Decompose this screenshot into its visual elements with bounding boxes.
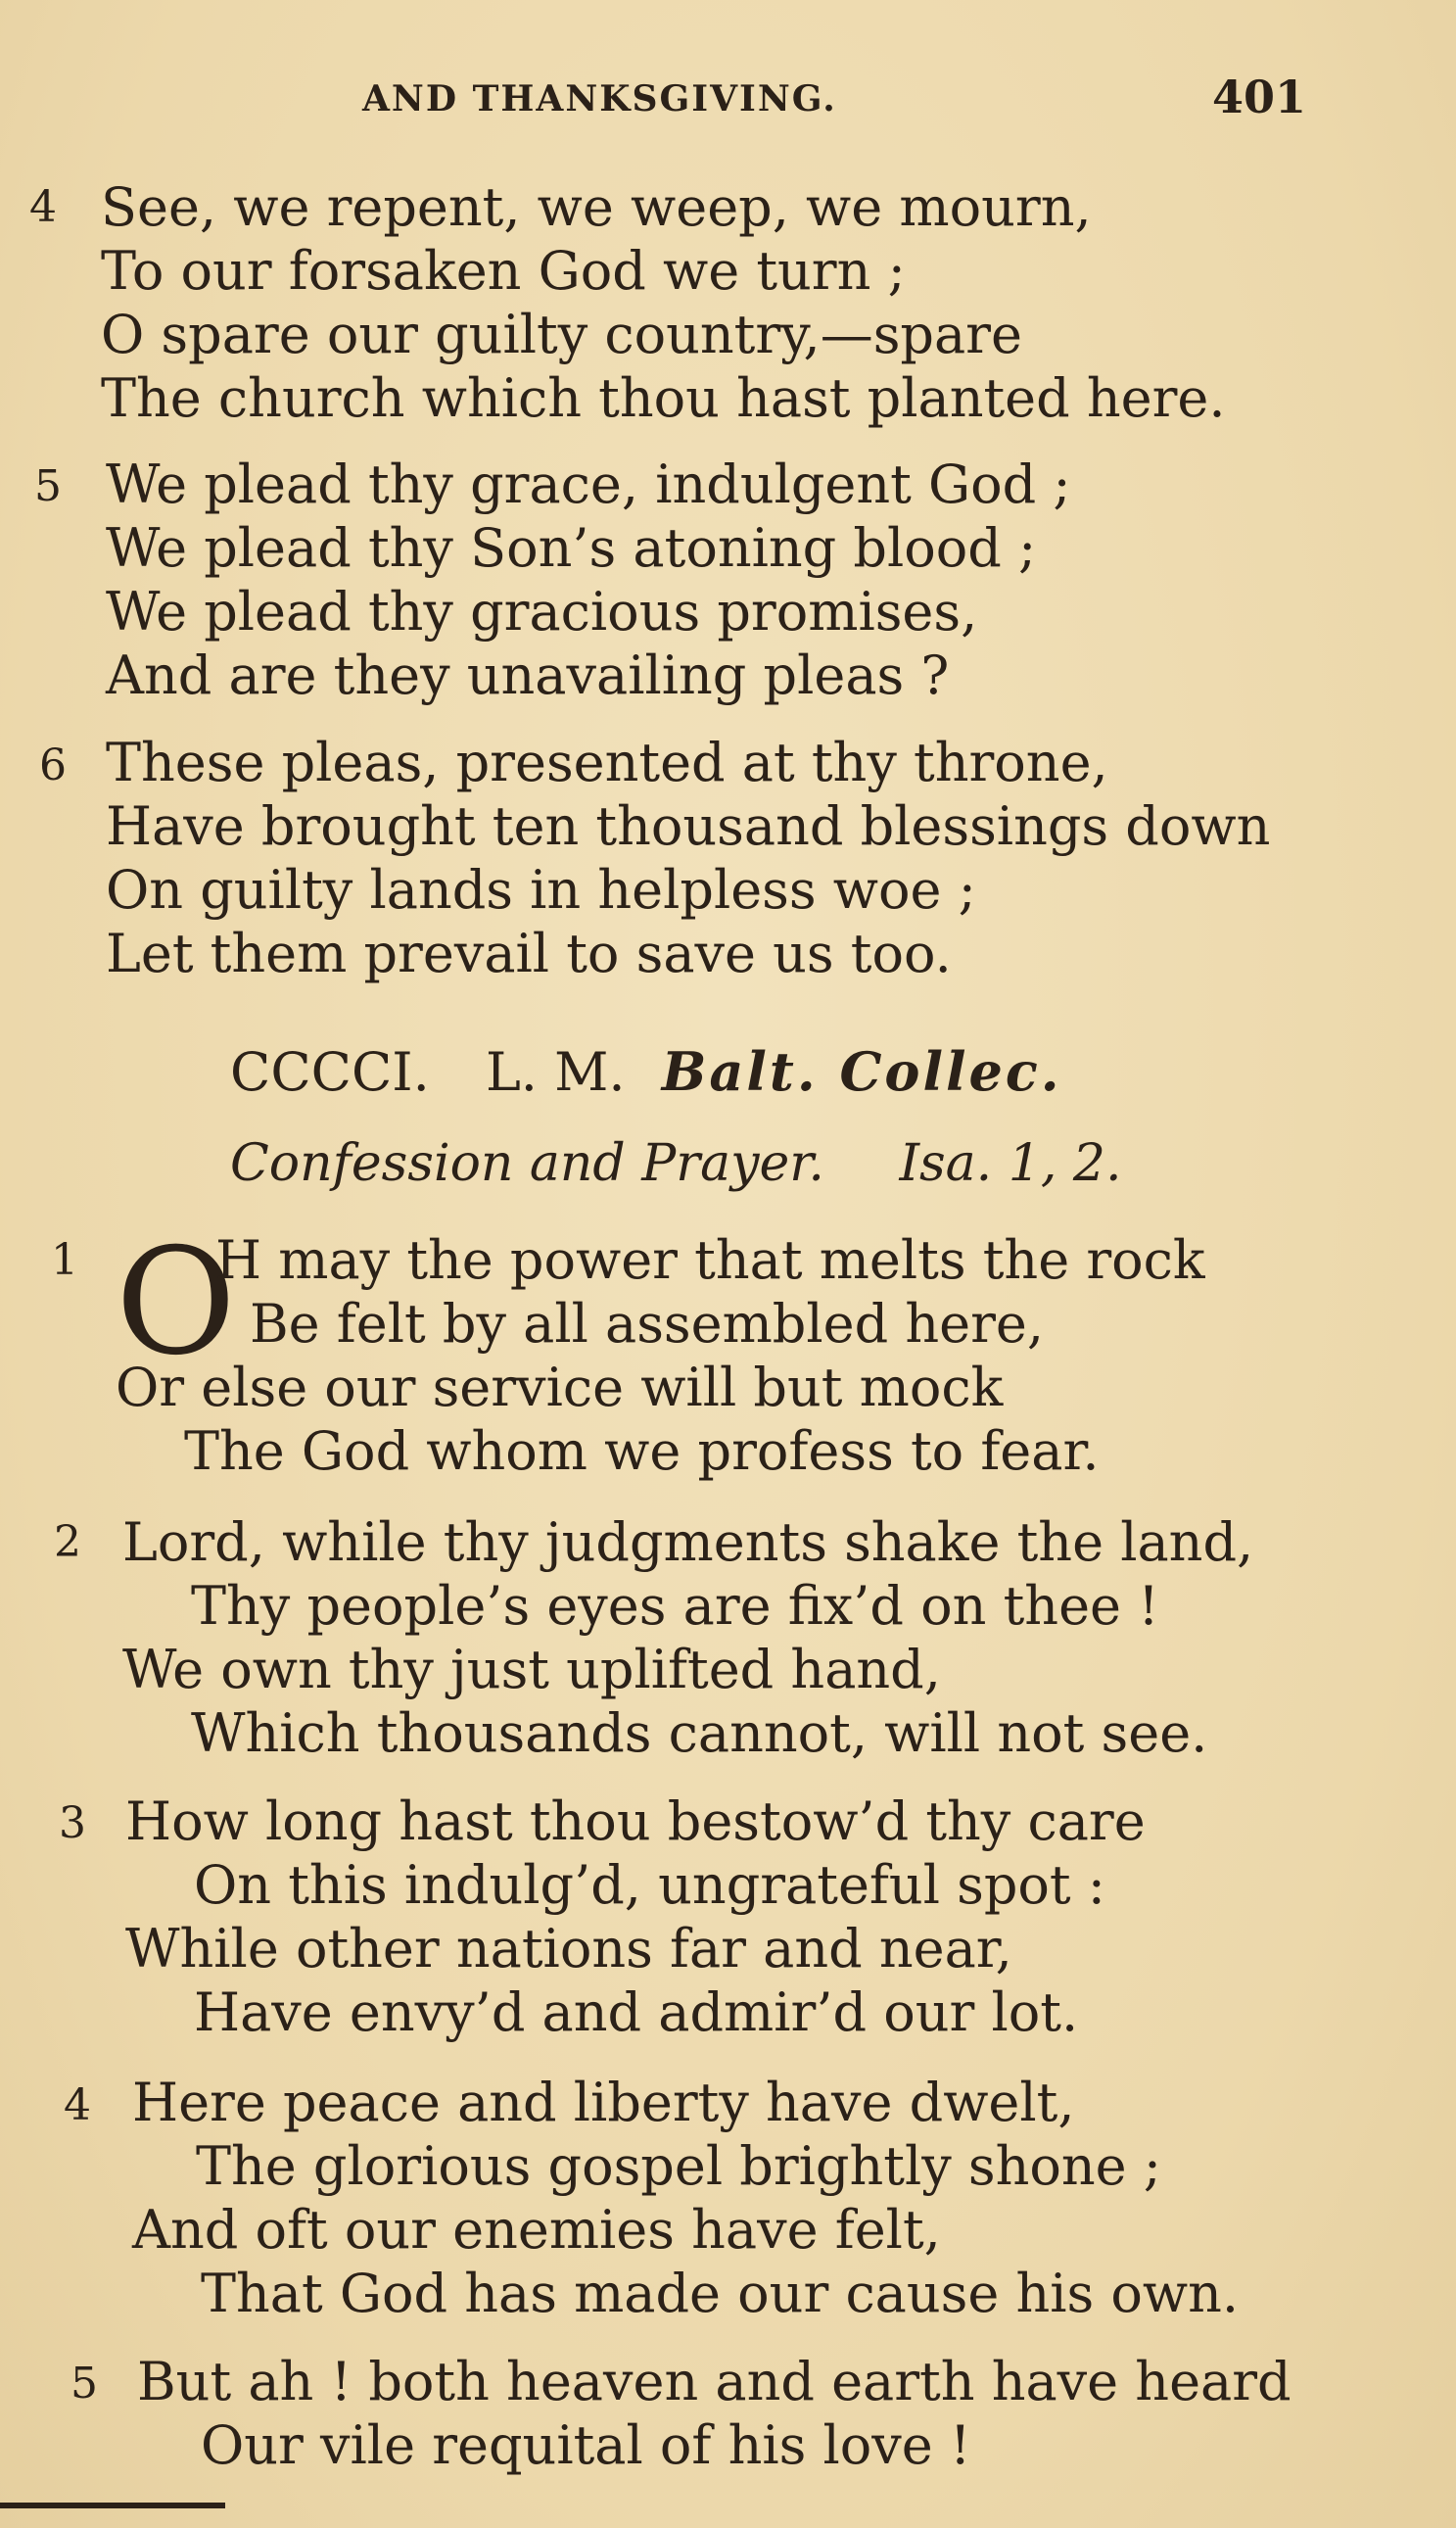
verse-line: O spare our guilty country,—spare bbox=[101, 304, 1022, 365]
verse-line: Be felt by all assembled here, bbox=[250, 1293, 1045, 1355]
verse-line: To our forsaken God we turn ; bbox=[101, 240, 906, 302]
hymn-subtitle-line bbox=[230, 1134, 1122, 1193]
verse-number: 3 bbox=[59, 1798, 86, 1848]
verse-number: 6 bbox=[39, 740, 67, 790]
verse-line: The glorious gospel brightly shone ; bbox=[196, 2135, 1162, 2197]
verse-line: On guilty lands in helpless woe ; bbox=[106, 859, 976, 921]
verse-line: We plead thy gracious promises, bbox=[106, 581, 978, 643]
verse-line: And are they unavailing pleas ? bbox=[106, 644, 950, 706]
drop-cap: O bbox=[116, 1217, 236, 1388]
verse-line: That God has made our cause his own. bbox=[201, 2263, 1240, 2324]
verse-line: Or else our service will but mock bbox=[116, 1357, 1004, 1418]
verse-line: While other nations far and near, bbox=[125, 1918, 1012, 1979]
verse-line: Our vile requital of his love ! bbox=[201, 2414, 971, 2476]
verse-line: The God whom we profess to fear. bbox=[184, 1420, 1100, 1482]
verse-line: The church which thou hast planted here. bbox=[101, 367, 1226, 429]
page-bottom-rule bbox=[0, 2503, 225, 2508]
verse-number: 5 bbox=[70, 2359, 98, 2409]
hymn-source: Balt. Collec. bbox=[661, 1040, 1062, 1103]
hymn-number: CCCCI. bbox=[230, 1041, 430, 1103]
verse-line: These pleas, presented at thy throne, bbox=[106, 732, 1108, 793]
verse-number: 1 bbox=[51, 1235, 78, 1285]
verse-line: Lord, while thy judgments shake the land, bbox=[122, 1511, 1254, 1573]
verse-line: We own thy just uplifted hand, bbox=[122, 1639, 941, 1700]
hymn-subtitle: Confession and Prayer. bbox=[230, 1134, 824, 1193]
verse-number: 4 bbox=[29, 182, 57, 232]
verse-line: Have envy’d and admir’d our lot. bbox=[194, 1981, 1079, 2043]
verse-line: And oft our enemies have felt, bbox=[132, 2199, 941, 2261]
verse-line: We plead thy Son’s atoning blood ; bbox=[106, 517, 1037, 579]
verse-number: 4 bbox=[64, 2080, 91, 2130]
hymn-heading bbox=[230, 1040, 1062, 1103]
verse-line: We plead thy grace, indulgent God ; bbox=[106, 453, 1071, 515]
running-title: AND THANKSGIVING. bbox=[362, 78, 837, 119]
verse-line: See, we repent, we weep, we mourn, bbox=[101, 176, 1092, 238]
verse-line: On this indulg’d, ungrateful spot : bbox=[194, 1854, 1105, 1916]
verse-line: But ah ! both heaven and earth have heard bbox=[137, 2351, 1292, 2412]
verse-line: Let them prevail to save us too. bbox=[106, 923, 952, 984]
hymn-meter: L. M. bbox=[485, 1041, 626, 1103]
verse-line: Have brought ten thousand blessings down bbox=[106, 795, 1271, 857]
verse-number: 2 bbox=[54, 1517, 81, 1567]
verse-line: H may the power that melts the rock bbox=[215, 1229, 1205, 1291]
verse-number: 5 bbox=[34, 461, 62, 511]
verse-line: Which thousands cannot, will not see. bbox=[191, 1702, 1208, 1764]
verse-line: How long hast thou bestow’d thy care bbox=[125, 1790, 1146, 1852]
verse-line: Thy people’s eyes are fix’d on thee ! bbox=[191, 1575, 1159, 1637]
scripture-reference: Isa. 1, 2. bbox=[899, 1134, 1122, 1193]
verse-line: Here peace and liberty have dwelt, bbox=[132, 2072, 1075, 2133]
page-number: 401 bbox=[1212, 71, 1307, 123]
